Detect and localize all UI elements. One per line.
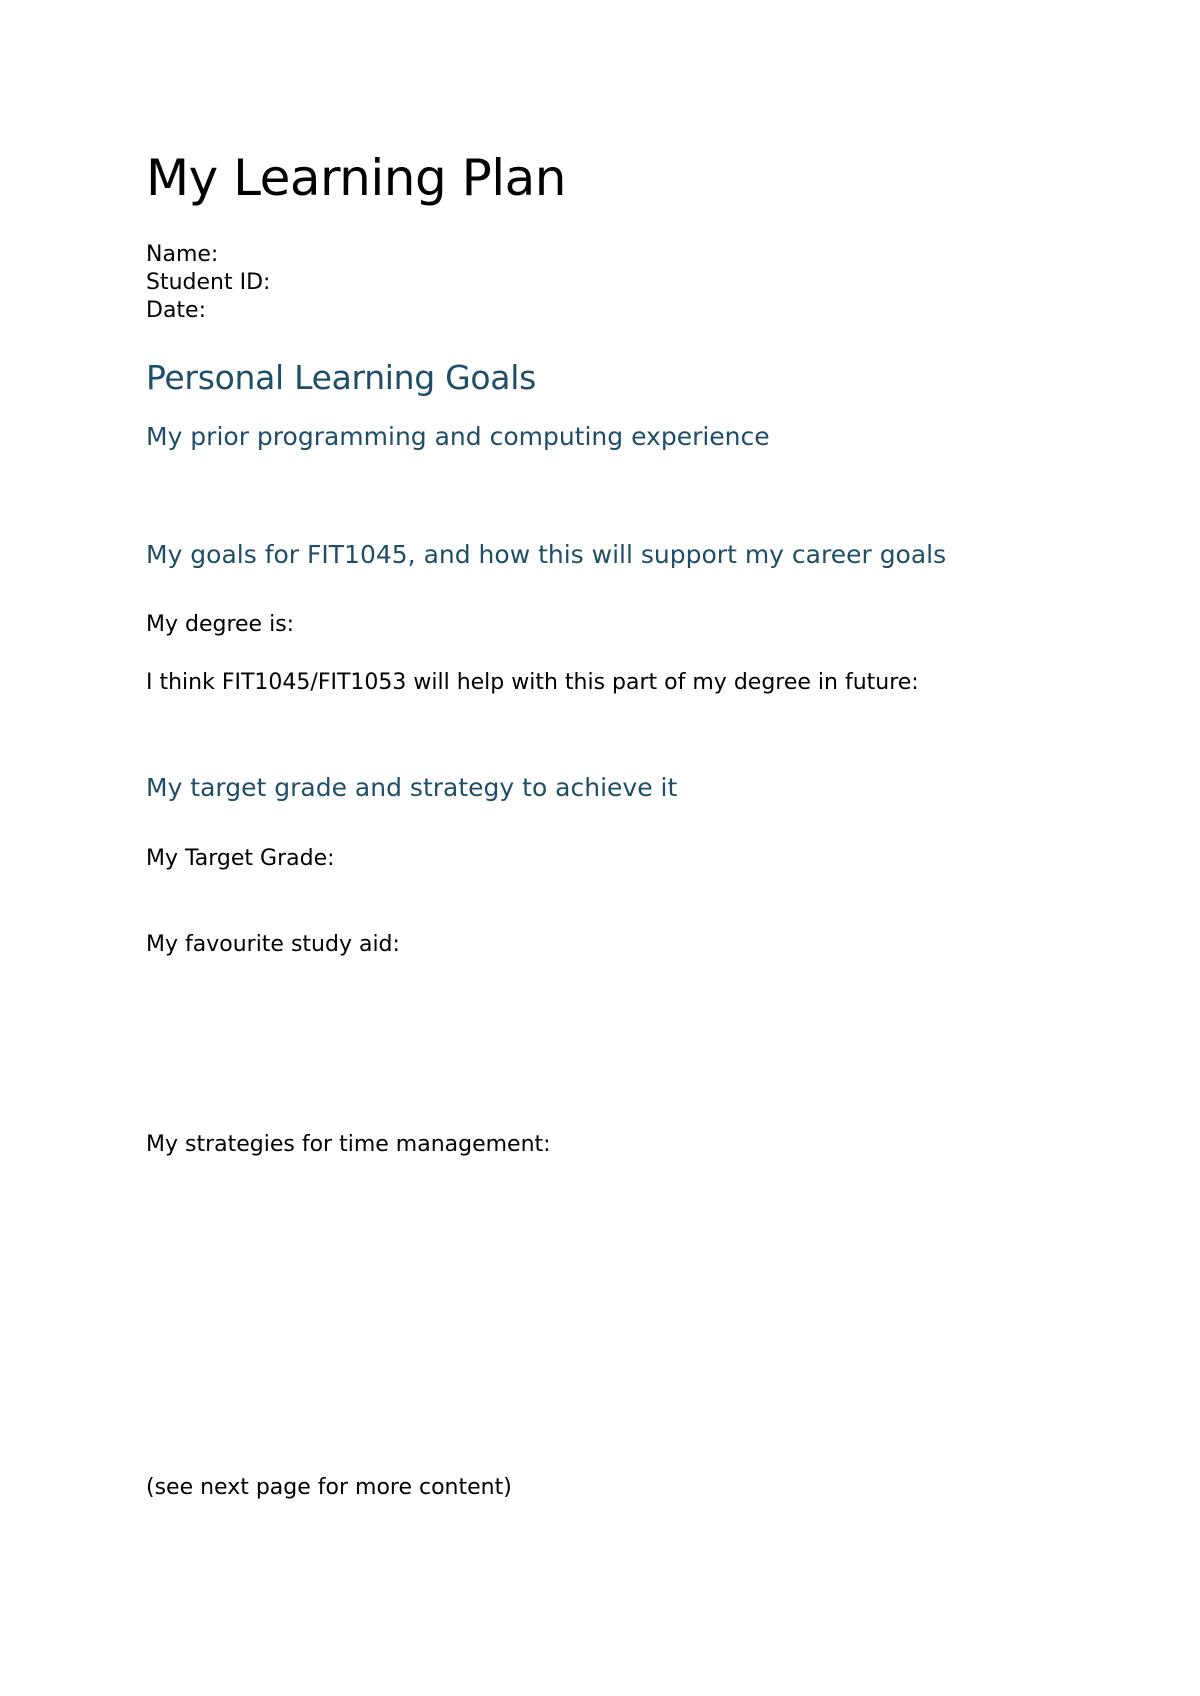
help-label: I think FIT1045/FIT1053 will help with this part of my degree in future: <box>146 670 919 695</box>
goals-heading: My goals for FIT1045, and how this will support my career goals <box>146 540 947 569</box>
name-label: Name: <box>146 242 219 267</box>
time-management-label: My strategies for time management: <box>146 1132 551 1157</box>
date-label: Date: <box>146 298 206 323</box>
target-heading: My target grade and strategy to achieve it <box>146 773 678 802</box>
student-id-label: Student ID: <box>146 270 271 295</box>
target-grade-label: My Target Grade: <box>146 846 335 871</box>
degree-label: My degree is: <box>146 612 295 637</box>
section-heading: Personal Learning Goals <box>146 358 536 397</box>
footer-note: (see next page for more content) <box>146 1475 512 1500</box>
page-title: My Learning Plan <box>146 149 566 207</box>
prior-experience-heading: My prior programming and computing experience <box>146 422 770 451</box>
study-aid-label: My favourite study aid: <box>146 932 400 957</box>
